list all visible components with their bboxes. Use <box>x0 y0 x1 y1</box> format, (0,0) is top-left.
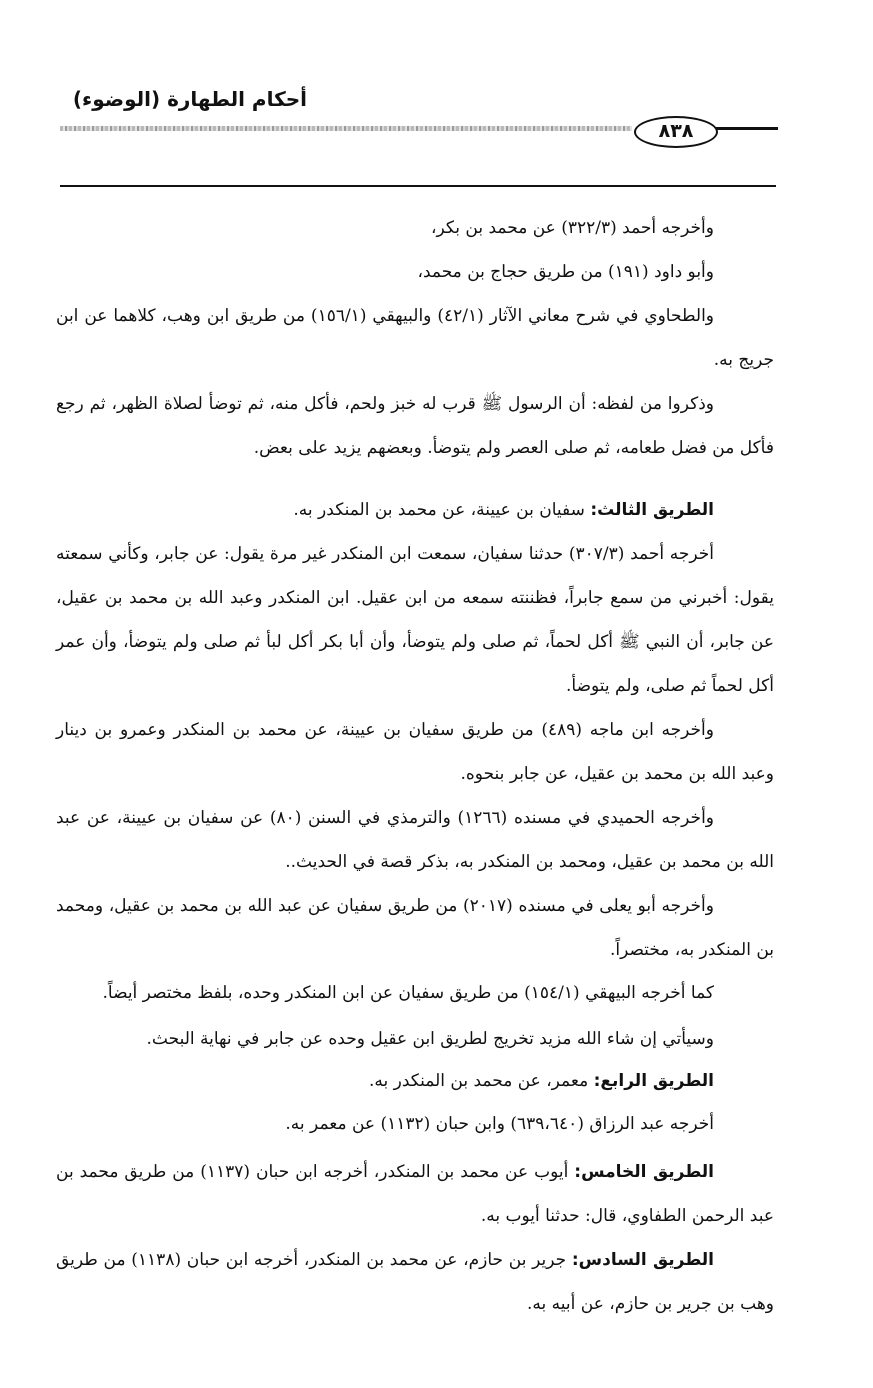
page-number: ٨٣٨ <box>634 116 718 148</box>
paragraph-14-text: أيوب عن محمد بن المنكدر، أخرجه ابن حبان (١١٣٧) من طريق محمد بن عبد الرحمن الطفاوي، قال: حدثنا أيوب به. <box>56 1162 774 1226</box>
paragraph-5 <box>56 488 774 532</box>
route-heading-fifth: الطريق الخامس: <box>574 1162 714 1182</box>
header-decorative-rule <box>60 126 632 131</box>
paragraph-9: وأخرجه أبو يعلى في مسنده (٢٠١٧) من طريق سفيان عن عبد الله بن محمد بن عقيل، ومحمد بن المنكدر به، مختصراً. <box>56 896 774 960</box>
paragraph-11: وسيأتي إن شاء الله مزيد تخريج لطريق ابن عقيل وحده عن جابر في نهاية البحث. <box>146 1029 714 1049</box>
route-heading-fourth: الطريق الرابع: <box>593 1071 714 1091</box>
paragraph-10: كما أخرجه البيهقي (١٥٤/١) من طريق سفيان عن ابن المنكدر وحده، بلفظ مختصر أيضاً. <box>102 983 714 1003</box>
paragraph-1: وأخرجه أحمد (٣٢٢/٣) عن محمد بن بكر، <box>431 218 714 238</box>
paragraph-5-text: سفيان بن عيينة، عن محمد بن المنكدر به. <box>293 500 591 520</box>
paragraph-2: وأبو داود (١٩١) من طريق حجاج بن محمد، <box>417 262 714 282</box>
header-rule-right <box>716 127 778 130</box>
paragraph-3: والطحاوي في شرح معاني الآثار (٤٢/١) والبيهقي (١٥٦/١) من طريق ابن وهب، كلاهما عن ابن جريج به. <box>56 306 774 370</box>
paragraph-14 <box>56 1150 774 1238</box>
paragraph-4: وذكروا من لفظه: أن الرسول ﷺ قرب له خبز ولحم، فأكل منه، ثم توضأ لصلاة الظهر، ثم رجع فأكل من فضل طعامه، ثم صلى العصر ولم يتوضأ. وبعضهم يزيد على بعض. <box>56 394 774 458</box>
content-separator-rule <box>60 185 776 187</box>
paragraph-8: وأخرجه الحميدي في مسنده (١٢٦٦) والترمذي في السنن (٨٠) عن سفيان بن عيينة، عن عبد الله بن محمد بن عقيل، ومحمد بن المنكدر به، بذكر قصة في الحديث.. <box>56 808 774 872</box>
paragraph-7: وأخرجه ابن ماجه (٤٨٩) من طريق سفيان بن عيينة، عن محمد بن المنكدر وعمرو بن دينار وعبد الله بن محمد بن عقيل، عن جابر بنحوه. <box>56 720 774 784</box>
paragraph-13: أخرجه عبد الرزاق (٦٣٩،٦٤٠) وابن حبان (١١٣٢) عن معمر به. <box>285 1114 714 1134</box>
paragraph-12 <box>56 1063 774 1099</box>
paragraph-12-text: معمر، عن محمد بن المنكدر به. <box>368 1071 594 1091</box>
book-title: أحكام الطهارة (الوضوء) <box>72 87 307 111</box>
paragraph-15-text: جرير بن حازم، عن محمد بن المنكدر، أخرجه ابن حبان (١١٣٨) من طريق وهب بن جرير بن حازم، عن أبيه به. <box>56 1250 774 1314</box>
route-heading-sixth: الطريق السادس: <box>571 1250 715 1270</box>
paragraph-6: أخرجه أحمد (٣٠٧/٣) حدثنا سفيان، سمعت ابن المنكدر غير مرة يقول: عن جابر، وكأني سمعته يقول: أخبرني من سمع جابراً، فظننته سمعه من ابن عقيل. ابن المنكدر وعبد الله بن محمد بن عقيل، عن جابر، أن النبي ﷺ أكل لحماً، ثم صلى ولم يتوضأ، وأن أبا بكر أكل لبأ ثم صلى ولم يتوضأ، وأن عمر أكل لحماً ثم صلى، ولم يتوضأ. <box>56 544 774 696</box>
route-heading-third: الطريق الثالث: <box>590 500 714 520</box>
paragraph-15 <box>56 1238 774 1326</box>
